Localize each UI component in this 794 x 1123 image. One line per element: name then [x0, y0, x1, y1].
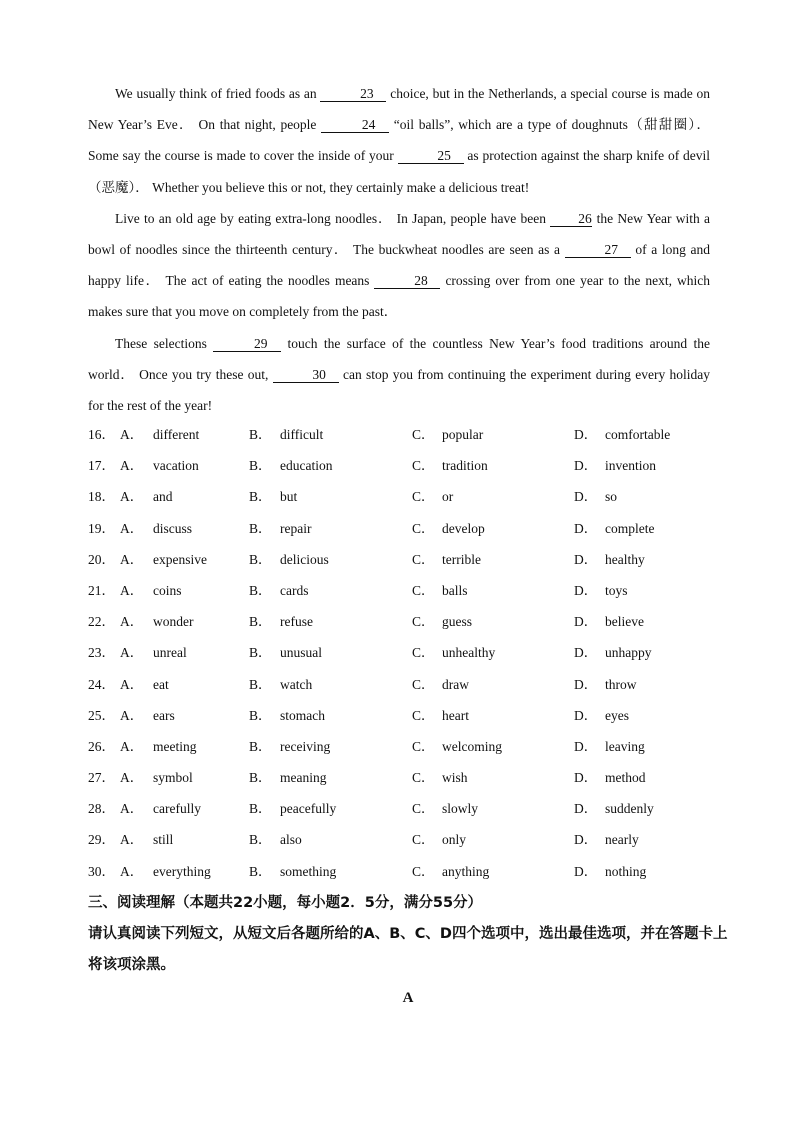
question-number: 27． [88, 770, 115, 786]
option-a-label: A． [120, 614, 144, 630]
option-c-text: balls [442, 582, 468, 598]
blank-28: 28 [374, 274, 440, 289]
option-d-text: complete [605, 520, 655, 536]
option-a-label: A． [120, 427, 144, 442]
option-c-text: anything [442, 863, 490, 879]
option-d-label: D． [574, 614, 598, 630]
question-row [88, 824, 728, 855]
option-b-text: delicious [280, 551, 329, 567]
option-c-label: C． [412, 645, 435, 661]
question-row [88, 481, 728, 512]
option-a-label: A． [120, 458, 144, 474]
question-row [88, 669, 728, 700]
option-a-label: A． [120, 551, 144, 567]
question-number: 26． [88, 738, 115, 754]
option-b-text: stomach [280, 707, 325, 723]
option-a-label: A． [120, 770, 144, 786]
option-a-label: A． [120, 801, 144, 817]
option-d-label: D． [574, 551, 598, 567]
option-a-label: A． [120, 738, 144, 754]
option-a-text: ears [153, 707, 175, 723]
blank-30: 30 [273, 368, 339, 383]
option-b-label: B． [249, 707, 272, 723]
question-row [88, 606, 728, 637]
option-b-text: something [280, 863, 337, 879]
question-row [88, 700, 728, 731]
blank-24: 24 [321, 118, 389, 133]
option-a-text: and [153, 489, 173, 505]
blank-26: 26 [550, 212, 592, 227]
option-d-label: D． [574, 832, 598, 848]
option-c-label: C． [412, 832, 435, 848]
passage-text: choice, but in the Netherlands, a special course is made on New Year’s Eve． On that night, people [88, 86, 710, 133]
passage-text: “oil balls”, which are a type of doughnuts（甜甜圈）． Some say the course is made to cover the inside of your [88, 117, 710, 164]
option-c-label: C． [412, 614, 435, 630]
option-a-text: vacation [153, 458, 199, 474]
option-c-text: guess [442, 614, 472, 630]
option-c-text: wish [442, 770, 468, 786]
option-a-text: different [153, 427, 200, 442]
question-number: 24． [88, 676, 115, 692]
option-b-text: receiving [280, 738, 331, 754]
question-row [88, 544, 728, 575]
blank-25: 25 [398, 149, 464, 164]
question-number: 30． [88, 863, 115, 879]
option-c-text: or [442, 489, 454, 505]
passage-text: Live to an old age by eating extra-long noodles． In Japan, people have been [115, 210, 551, 226]
option-b-text: but [280, 489, 298, 505]
option-c-text: terrible [442, 551, 481, 567]
option-d-text: unhappy [605, 645, 652, 661]
passage-text: touch the surface of the countless New Year’s food traditions around the world． Once you try these out, [88, 335, 710, 382]
question-number: 28． [88, 801, 115, 817]
option-c-label: C． [412, 707, 435, 723]
option-b-label: B． [249, 614, 272, 630]
question-number: 23． [88, 645, 115, 661]
option-a-label: A． [120, 676, 144, 692]
option-c-label: C． [412, 551, 435, 567]
option-a-label: A． [120, 645, 144, 661]
question-row [88, 513, 728, 544]
question-row [88, 856, 728, 887]
option-d-text: invention [605, 458, 656, 474]
question-number: 22． [88, 614, 115, 630]
option-d-label: D． [574, 520, 598, 536]
option-b-label: B． [249, 645, 272, 661]
option-c-label: C． [412, 770, 435, 786]
option-a-text: symbol [153, 770, 193, 786]
option-c-text: heart [442, 707, 469, 723]
option-d-text: leaving [605, 738, 645, 754]
passage-text: of a long and happy life． The act of eating the noodles means [88, 242, 710, 289]
option-d-text: throw [605, 676, 637, 692]
option-d-text: eyes [605, 707, 629, 723]
option-d-label: D． [574, 645, 598, 661]
question-row [88, 637, 728, 668]
option-c-label: C． [412, 489, 435, 505]
option-b-text: repair [280, 520, 312, 536]
option-d-label: D． [574, 458, 598, 474]
option-c-label: C． [412, 427, 435, 442]
option-a-text: expensive [153, 551, 207, 567]
question-row [88, 575, 728, 606]
passage-text: as protection against the sharp knife of devil（恶魔）． Whether you believe this or not, they certainly make a delicious treat! [88, 148, 710, 195]
option-d-text: so [605, 489, 618, 505]
option-c-label: C． [412, 801, 435, 817]
option-b-text: education [280, 458, 333, 474]
option-a-label: A． [120, 489, 144, 505]
section-heading: 三、阅读理解（本题共22小题，每小题2．5分，满分55分） [88, 895, 483, 911]
option-c-text: popular [442, 427, 484, 442]
passage-text: the New Year with a bowl of noodles since the thirteenth century． The buckwheat noodles are seen as a [88, 210, 710, 258]
question-number: 25． [88, 707, 115, 723]
option-d-label: D． [574, 676, 598, 692]
option-c-label: C． [412, 582, 435, 598]
option-b-label: B． [249, 551, 272, 567]
option-a-text: eat [153, 676, 169, 692]
option-b-text: refuse [280, 614, 313, 630]
blank-27: 27 [565, 243, 631, 258]
blank-29: 29 [213, 337, 281, 352]
question-number: 18． [88, 489, 115, 505]
option-b-text: watch [280, 676, 313, 692]
option-b-label: B． [249, 458, 272, 474]
question-number: 16． [88, 427, 115, 442]
option-b-label: B． [249, 582, 272, 598]
question-row [88, 762, 728, 793]
option-a-text: everything [153, 863, 211, 879]
option-b-label: B． [249, 489, 272, 505]
option-b-text: difficult [280, 427, 324, 442]
option-a-text: discuss [153, 520, 193, 536]
option-b-text: also [280, 832, 302, 848]
passage-paragraph-3 [88, 328, 710, 422]
option-c-label: C． [412, 520, 435, 536]
option-c-text: welcoming [442, 738, 502, 754]
option-a-text: unreal [153, 645, 187, 661]
option-b-label: B． [249, 801, 272, 817]
option-a-text: meeting [153, 738, 197, 754]
option-b-text: cards [280, 582, 309, 598]
passage-text: can stop you from continuing the experiment during every holiday for the rest of the year! [88, 366, 710, 414]
option-b-label: B． [249, 832, 272, 848]
option-d-text: healthy [605, 551, 645, 567]
option-a-text: coins [153, 582, 182, 598]
question-number: 17． [88, 458, 115, 474]
option-d-label: D． [574, 863, 598, 879]
option-a-label: A． [120, 832, 144, 848]
option-c-label: C． [412, 738, 435, 754]
question-row [88, 450, 728, 481]
option-b-text: unusual [280, 645, 322, 661]
option-b-label: B． [249, 676, 272, 692]
blank-23: 23 [320, 87, 386, 102]
option-d-label: D． [574, 738, 598, 754]
option-b-label: B． [249, 520, 272, 536]
option-d-label: D． [574, 707, 598, 723]
option-d-text: suddenly [605, 801, 654, 817]
option-c-text: slowly [442, 801, 479, 817]
option-d-label: D． [574, 489, 598, 505]
cloze-passage [88, 78, 710, 421]
passage-text: We usually think of fried foods as an [115, 86, 321, 101]
question-number: 20． [88, 551, 115, 567]
option-b-label: B． [249, 863, 272, 879]
option-b-label: B． [249, 738, 272, 754]
option-c-label: C． [412, 676, 435, 692]
option-d-label: D． [574, 582, 598, 598]
option-d-text: nothing [605, 863, 647, 879]
question-number: 21． [88, 582, 115, 598]
passage-paragraph-2 [88, 203, 710, 328]
option-a-label: A． [120, 707, 144, 723]
question-row [88, 731, 728, 762]
option-d-text: toys [605, 582, 628, 598]
option-a-text: carefully [153, 801, 201, 817]
option-a-text: still [153, 832, 174, 848]
option-d-label: D． [574, 770, 598, 786]
option-c-text: only [442, 832, 467, 848]
option-a-label: A． [120, 520, 144, 536]
option-b-label: B． [249, 427, 272, 442]
passage-text: These selections [115, 335, 214, 351]
section-instruction: 请认真阅读下列短文，从短文后各题所给的A、B、C、D四个选项中，选出最佳选项，并在答题卡上将该项涂黑。 [88, 926, 728, 973]
reading-section [88, 888, 728, 1014]
option-a-label: A． [120, 582, 144, 598]
question-number: 19． [88, 520, 115, 536]
question-row [88, 419, 728, 450]
passage-letter: A [402, 990, 414, 1006]
option-c-text: develop [442, 520, 485, 536]
question-number: 29． [88, 832, 115, 848]
option-c-label: C． [412, 458, 435, 474]
option-d-label: D． [574, 801, 598, 817]
option-c-text: unhealthy [442, 645, 496, 661]
option-c-label: C． [412, 863, 435, 879]
option-c-text: draw [442, 676, 469, 692]
option-a-text: wonder [153, 614, 194, 630]
option-d-text: believe [605, 614, 644, 630]
option-c-text: tradition [442, 458, 488, 474]
option-b-label: B． [249, 770, 272, 786]
option-d-text: method [605, 770, 646, 786]
option-d-label: D． [574, 427, 598, 442]
option-b-text: meaning [280, 770, 327, 786]
option-d-text: comfortable [605, 427, 671, 442]
option-d-text: nearly [605, 832, 639, 848]
passage-paragraph-1 [88, 78, 710, 203]
question-row [88, 793, 728, 824]
options-list [88, 419, 728, 887]
option-a-label: A． [120, 863, 144, 879]
option-b-text: peacefully [280, 801, 337, 817]
passage-text: crossing over from one year to the next, which makes sure that you move on completely from the past． [88, 273, 710, 320]
